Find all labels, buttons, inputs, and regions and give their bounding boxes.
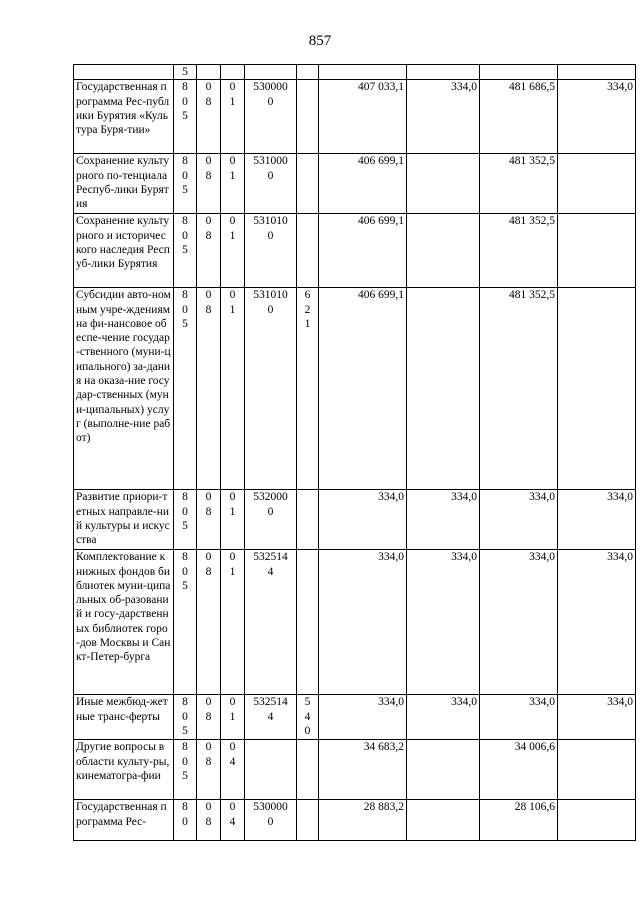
cell-text: 8 0 5: [182, 289, 188, 330]
table-row: [74, 214, 636, 288]
cell-text: 532514 4: [253, 696, 288, 723]
cell-text: 334,0: [529, 551, 555, 564]
cell-text: 531000 0: [253, 155, 288, 182]
row-rz-cell: [197, 550, 221, 695]
cell-text: Другие вопросы в области культу-ры, кинематогра-фии: [76, 741, 170, 782]
row-value2-cell: [407, 490, 480, 550]
row-value4-cell: [558, 80, 636, 154]
row-rz-cell: [197, 214, 221, 288]
cell-text: Сохранение культурного по-тенциала Респуб-лики Бурятия: [76, 155, 170, 211]
cell-text: 334,0: [451, 81, 477, 94]
row-rz-cell: [197, 65, 221, 80]
cell-text: 532514 4: [253, 551, 288, 578]
row-value3-cell: [480, 80, 558, 154]
table-row: [74, 154, 636, 214]
row-pr-cell: [221, 550, 245, 695]
cell-text: Государственная программа Рес-: [76, 801, 167, 828]
row-value3-cell: [480, 288, 558, 490]
row-value1-cell: [319, 80, 407, 154]
row-value3-cell: [480, 550, 558, 695]
row-value1-cell: [319, 288, 407, 490]
cell-text: 0 1: [229, 215, 236, 242]
row-value4-cell: [558, 288, 636, 490]
cell-text: 334,0: [378, 696, 404, 709]
row-rz-cell: [197, 288, 221, 490]
cell-text: 0 8: [205, 801, 212, 828]
row-vr-cell: [297, 65, 319, 80]
cell-text: 334,0: [607, 81, 633, 94]
row-csr-cell: [245, 490, 297, 550]
cell-text: 8 0 5: [182, 155, 188, 196]
cell-text: 334,0: [529, 491, 555, 504]
cell-text: 406 699,1: [358, 155, 404, 168]
row-rz-cell: [197, 740, 221, 800]
row-name-cell: [74, 490, 174, 550]
row-pr-cell: [221, 80, 245, 154]
row-value3-cell: [480, 214, 558, 288]
cell-text: 334,0: [607, 491, 633, 504]
cell-text: Сохранение культурного и исторического наследия Респуб-лики Бурятия: [76, 215, 170, 271]
row-csr-cell: [245, 288, 297, 490]
row-pr-cell: [221, 490, 245, 550]
cell-text: 334,0: [607, 551, 633, 564]
cell-text: 532000 0: [253, 491, 288, 518]
cell-text: 0 8: [205, 551, 212, 578]
row-gr-cell: [174, 65, 197, 80]
table-row: [74, 490, 636, 550]
row-pr-cell: [221, 288, 245, 490]
row-name-cell: [74, 154, 174, 214]
table-row: [74, 740, 636, 800]
row-rz-cell: [197, 695, 221, 740]
cell-text: 5: [182, 66, 188, 78]
cell-text: 8 0 5: [182, 696, 188, 737]
cell-text: 334,0: [451, 491, 477, 504]
row-name-cell: [74, 550, 174, 695]
row-name-cell: [74, 80, 174, 154]
row-csr-cell: [245, 800, 297, 841]
cell-text: 0 1: [229, 696, 236, 723]
cell-text: 0 4: [229, 801, 236, 828]
row-value4-cell: [558, 550, 636, 695]
row-pr-cell: [221, 154, 245, 214]
row-value4-cell: [558, 490, 636, 550]
table-row: [74, 550, 636, 695]
cell-text: 0 1: [229, 155, 236, 182]
cell-text: 5 4 0: [304, 696, 311, 737]
row-gr-cell: [174, 490, 197, 550]
cell-text: 481 686,5: [509, 81, 555, 94]
row-value4-cell: [558, 214, 636, 288]
cell-text: 8 0 5: [182, 491, 188, 532]
table-row: [74, 65, 636, 80]
row-value3-cell: [480, 154, 558, 214]
row-name-cell: [74, 65, 174, 80]
cell-text: 0 4: [229, 741, 236, 768]
row-value3-cell: [480, 800, 558, 841]
cell-text: 0 1: [229, 491, 236, 518]
cell-text: 481 352,5: [509, 289, 555, 302]
cell-text: 0 8: [205, 215, 212, 242]
cell-text: 0 8: [205, 741, 212, 768]
row-vr-cell: [297, 740, 319, 800]
row-vr-cell: [297, 154, 319, 214]
row-value2-cell: [407, 800, 480, 841]
row-vr-cell: [297, 80, 319, 154]
row-vr-cell: [297, 288, 319, 490]
cell-text: 28 883,2: [363, 801, 404, 814]
row-value2-cell: [407, 214, 480, 288]
row-csr-cell: [245, 550, 297, 695]
cell-text: 407 033,1: [358, 81, 404, 94]
row-pr-cell: [221, 695, 245, 740]
cell-text: 0 1: [229, 551, 236, 578]
row-value2-cell: [407, 740, 480, 800]
row-value3-cell: [480, 740, 558, 800]
row-value3-cell: [480, 695, 558, 740]
cell-text: 334,0: [451, 551, 477, 564]
row-rz-cell: [197, 80, 221, 154]
row-gr-cell: [174, 740, 197, 800]
cell-text: 6 2 1: [304, 289, 311, 330]
row-name-cell: [74, 288, 174, 490]
row-vr-cell: [297, 550, 319, 695]
row-vr-cell: [297, 490, 319, 550]
row-csr-cell: [245, 695, 297, 740]
row-csr-cell: [245, 65, 297, 80]
cell-text: 0 8: [205, 155, 212, 182]
row-csr-cell: [245, 214, 297, 288]
cell-text: 8 0 5: [182, 741, 188, 782]
cell-text: 0 8: [205, 289, 212, 316]
row-vr-cell: [297, 800, 319, 841]
row-name-cell: [74, 740, 174, 800]
cell-text: 481 352,5: [509, 155, 555, 168]
cell-text: 334,0: [378, 491, 404, 504]
cell-text: Иные межбюд-жетные транс-ферты: [76, 696, 168, 723]
row-value1-cell: [319, 800, 407, 841]
cell-text: 334,0: [529, 696, 555, 709]
row-value4-cell: [558, 695, 636, 740]
cell-text: 334,0: [451, 696, 477, 709]
row-value1-cell: [319, 490, 407, 550]
row-value2-cell: [407, 550, 480, 695]
page-number: 857: [308, 33, 332, 49]
table-row: [74, 800, 636, 841]
cell-text: Государственная программа Рес-публики Бурятия «Культура Буря-тии»: [76, 81, 170, 137]
cell-text: 34 683,2: [363, 741, 404, 754]
cell-text: 0 8: [205, 491, 212, 518]
row-value3-cell: [480, 65, 558, 80]
row-value1-cell: [319, 154, 407, 214]
row-gr-cell: [174, 550, 197, 695]
row-value1-cell: [319, 740, 407, 800]
cell-text: 0 8: [205, 81, 212, 108]
cell-text: 0 1: [229, 81, 236, 108]
row-vr-cell: [297, 214, 319, 288]
cell-text: 406 699,1: [358, 215, 404, 228]
row-rz-cell: [197, 800, 221, 841]
row-value2-cell: [407, 695, 480, 740]
row-value3-cell: [480, 490, 558, 550]
cell-text: 531010 0: [253, 215, 288, 242]
row-csr-cell: [245, 740, 297, 800]
row-value1-cell: [319, 214, 407, 288]
row-name-cell: [74, 695, 174, 740]
row-name-cell: [74, 214, 174, 288]
budget-table: [73, 64, 636, 841]
cell-text: 530000 0: [253, 801, 288, 828]
cell-text: 530000 0: [253, 81, 288, 108]
row-value1-cell: [319, 695, 407, 740]
row-value1-cell: [319, 65, 407, 80]
row-rz-cell: [197, 490, 221, 550]
cell-text: 481 352,5: [509, 215, 555, 228]
cell-text: 0 1: [229, 289, 236, 316]
row-gr-cell: [174, 288, 197, 490]
row-pr-cell: [221, 800, 245, 841]
cell-text: 0 8: [205, 696, 212, 723]
row-gr-cell: [174, 214, 197, 288]
table-row: [74, 695, 636, 740]
cell-text: Развитие приори-тетных направле-ний культуры и искусства: [76, 491, 170, 547]
row-gr-cell: [174, 80, 197, 154]
row-pr-cell: [221, 214, 245, 288]
cell-text: 8 0 5: [182, 215, 188, 256]
row-pr-cell: [221, 65, 245, 80]
row-csr-cell: [245, 80, 297, 154]
row-name-cell: [74, 800, 174, 841]
row-vr-cell: [297, 695, 319, 740]
row-gr-cell: [174, 154, 197, 214]
cell-text: Субсидии авто-номным учре-ждениям на фи-нансовое обеспе-чение государ-ственного (муни-ципального) за-дания на оказа-ние государ-ственных (муни-ципальных) услуг (выполне-ние работ): [76, 289, 171, 445]
row-value4-cell: [558, 800, 636, 841]
table-row: [74, 80, 636, 154]
row-value2-cell: [407, 65, 480, 80]
cell-text: 8 0 5: [182, 551, 188, 592]
row-gr-cell: [174, 695, 197, 740]
cell-text: 334,0: [607, 696, 633, 709]
row-value2-cell: [407, 288, 480, 490]
row-gr-cell: [174, 800, 197, 841]
cell-text: Комплектование книжных фондов библиотек муни-ципальных об-разований и госу-дарственных библиотек горо-дов Москвы и Санкт-Петер-бурга: [76, 551, 171, 664]
row-csr-cell: [245, 154, 297, 214]
row-value4-cell: [558, 154, 636, 214]
cell-text: 8 0 5: [182, 81, 188, 122]
row-value1-cell: [319, 550, 407, 695]
cell-text: 34 006,6: [514, 741, 555, 754]
cell-text: 406 699,1: [358, 289, 404, 302]
table-row: [74, 288, 636, 490]
row-value2-cell: [407, 154, 480, 214]
cell-text: 8 0: [182, 801, 188, 828]
row-value2-cell: [407, 80, 480, 154]
row-value4-cell: [558, 65, 636, 80]
row-rz-cell: [197, 154, 221, 214]
cell-text: 531010 0: [253, 289, 288, 316]
cell-text: 334,0: [378, 551, 404, 564]
row-pr-cell: [221, 740, 245, 800]
row-value4-cell: [558, 740, 636, 800]
cell-text: 28 106,6: [514, 801, 555, 814]
